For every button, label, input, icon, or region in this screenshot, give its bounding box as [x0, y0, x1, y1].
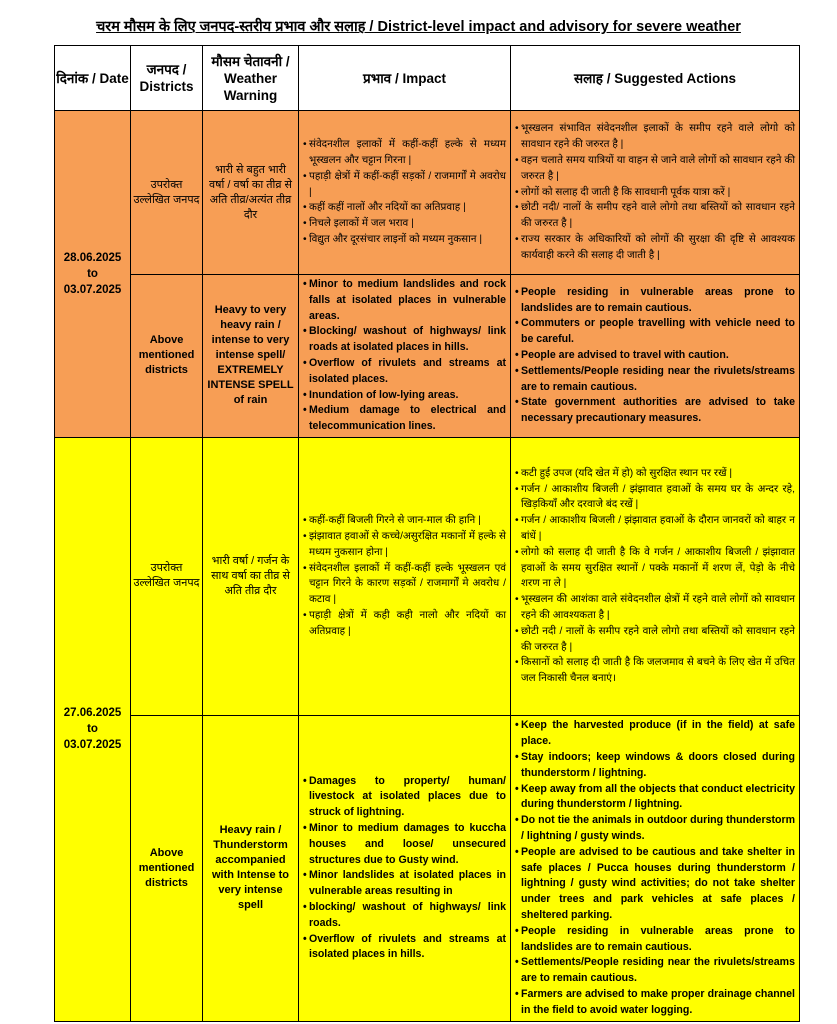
list-item: • पहाड़ी क्षेत्रों में कही कही नालो और नदियों का अतिप्रवाह |	[303, 608, 506, 640]
list-item: • भूस्खलन संभावित संवेदनशील इलाकों के समीप रहने वाले लोगो को सावधान रहने की जरुरत है |	[515, 121, 795, 153]
list-item: • blocking/ washout of highways/ link roads.	[303, 900, 506, 932]
warning-cell: भारी वर्षा / गर्जन के साथ वर्षा का तीव्र से अति तीव्र दौर	[203, 437, 299, 715]
list-item: • वहन चलाते समय यात्रियों या वाहन से जाने वाले लोगों को सावधान रहने की जरुरत है |	[515, 153, 795, 185]
advisory-table	[54, 45, 800, 1022]
header-districts: जनपद / Districts	[131, 46, 203, 111]
list-item: • किसानों को सलाह दी जाती है कि जलजमाव से बचने के लिए खेत में उचित जल निकासी चैनल बनाएं।	[515, 655, 795, 687]
list-item: • Keep the harvested produce (if in the field) at safe place.	[515, 718, 795, 750]
district-cell: उपरोक्त उल्लेखित जनपद	[131, 437, 203, 715]
list-item: • Settlements/People residing near the rivulets/streams are to remain cautious.	[515, 364, 795, 396]
impact-cell	[299, 111, 511, 275]
list-item: • कहीं-कहीं बिजली गिरने से जान-माल की हानि |	[303, 513, 506, 529]
list-item: • राज्य सरकार के अधिकारियों को लोगों की सुरक्षा की दृष्टि से आवश्यक कार्यवाही करने की सलाह दी जाती है |	[515, 232, 795, 264]
list-item: • Do not tie the animals in outdoor during thunderstorm / lightning / gusty winds.	[515, 813, 795, 845]
warning-cell: भारी से बहुत भारी वर्षा / वर्षा का तीव्र से अति तीव्र/अत्यंत तीव्र दौर	[203, 111, 299, 275]
list-item: • संवेदनशील इलाकों में कहीं-कहीं हल्के से मध्यम भूस्खलन और चट्टान गिरना |	[303, 137, 506, 169]
impact-cell	[299, 437, 511, 715]
list-item: • Overflow of rivulets and streams at isolated places in hills.	[303, 932, 506, 964]
list-item: • People residing in vulnerable areas prone to landslides are to remain cautious.	[515, 924, 795, 956]
list-item: • Farmers are advised to make proper drainage channel in the field to avoid water logging.	[515, 987, 795, 1019]
list-item: • भूस्खलन की आशंका वाले संवेदनशील क्षेत्रों में रहने वाले लोगों को सावधान रहने की आवश्यकता है |	[515, 592, 795, 624]
list-item: • Commuters or people travelling with vehicle need to be careful.	[515, 316, 795, 348]
list-item: • Blocking/ washout of highways/ link roads at isolated places in hills.	[303, 324, 506, 356]
list-item: • Keep away from all the objects that conduct electricity during thunderstorm / lightning.	[515, 782, 795, 814]
actions-cell	[511, 715, 800, 1021]
list-item: • झंझावात हवाओं से कच्चे/असुरक्षित मकानों में हल्के से मध्यम नुकसान होना |	[303, 529, 506, 561]
warning-cell: Heavy to very heavy rain / intense to very intense spell/ EXTREMELY INTENSE SPELL of rain	[203, 275, 299, 438]
table-row	[55, 275, 800, 438]
list-item: • Minor to medium landslides and rock falls at isolated places in vulnerable areas.	[303, 277, 506, 324]
list-item: • कटी हुई उपज (यदि खेत में हो) को सुरक्षित स्थान पर रखें |	[515, 466, 795, 482]
actions-cell	[511, 275, 800, 438]
list-item: • छोटी नदी/ नालों के समीप रहने वाले लोगो तथा बस्तियों को सावधान रहने की जरुरत है |	[515, 200, 795, 232]
district-cell: Above mentioned districts	[131, 715, 203, 1021]
list-item: • विद्युत और दूरसंचार लाइनों को मध्यम नुकसान |	[303, 232, 506, 248]
date-cell: 27.06.2025 to 03.07.2025	[55, 437, 131, 1021]
list-item: • छोटी नदी / नालों के समीप रहने वाले लोगो तथा बस्तियों को सावधान रहने की जरुरत है |	[515, 624, 795, 656]
list-item: • Minor landslides at isolated places in vulnerable areas resulting in	[303, 868, 506, 900]
header-warning: मौसम चेतावनी / Weather Warning	[203, 46, 299, 111]
list-item: • People residing in vulnerable areas prone to landslides are to remain cautious.	[515, 285, 795, 317]
list-item: • State government authorities are advised to take necessary precautionary measures.	[515, 395, 795, 427]
list-item: • गर्जन / आकाशीय बिजली / झंझावात हवाओं के दौरान जानवरों को बाहर न बांधें |	[515, 513, 795, 545]
actions-cell	[511, 111, 800, 275]
district-cell: उपरोक्त उल्लेखित जनपद	[131, 111, 203, 275]
page-title: चरम मौसम के लिए जनपद-स्तरीय प्रभाव और सलाह / District-level impact and advisory for severe weather	[96, 19, 741, 35]
list-item: • Stay indoors; keep windows & doors closed during thunderstorm / lightning.	[515, 750, 795, 782]
header-impact: प्रभाव / Impact	[299, 46, 511, 111]
header-actions: सलाह / Suggested Actions	[511, 46, 800, 111]
header-date: दिनांक / Date	[55, 46, 131, 111]
header-row	[55, 46, 800, 111]
list-item: • पहाड़ी क्षेत्रों में कहीं-कहीं सड़कों / राजमार्गों मे अवरोध |	[303, 169, 506, 201]
district-cell: Above mentioned districts	[131, 275, 203, 438]
list-item: • Damages to property/ human/ livestock at isolated places due to struck of lightning.	[303, 774, 506, 821]
list-item: • गर्जन / आकाशीय बिजली / झंझावात हवाओं के समय घर के अन्दर रहे, खिड़कियाँ और दरवाजे बंद रखें |	[515, 482, 795, 514]
list-item: • Overflow of rivulets and streams at isolated places.	[303, 356, 506, 388]
list-item: • People are advised to travel with caution.	[515, 348, 795, 364]
list-item: • संवेदनशील इलाकों में कहीं-कहीं हल्के भूस्खलन एवं चट्टान गिरने के कारण सड़कों / राजमार्गों मे अवरोध / कटाव |	[303, 561, 506, 608]
table-row	[55, 437, 800, 715]
actions-cell	[511, 437, 800, 715]
list-item: • कहीं कहीं नालों और नदियों का अतिप्रवाह |	[303, 200, 506, 216]
list-item: • लोगों को सलाह दी जाती है कि सावधानी पूर्वक यात्रा करें |	[515, 185, 795, 201]
list-item: • Minor to medium damages to kuccha houses and loose/ unsecured structures due to Gusty wind.	[303, 821, 506, 868]
list-item: • Medium damage to electrical and telecommunication lines.	[303, 403, 506, 435]
list-item: • Inundation of low-lying areas.	[303, 388, 506, 404]
list-item: • निचले इलाकों में जल भराव |	[303, 216, 506, 232]
date-cell: 28.06.2025 to 03.07.2025	[55, 111, 131, 438]
warning-cell: Heavy rain / Thunderstorm accompanied with Intense to very intense spell	[203, 715, 299, 1021]
table-row	[55, 111, 800, 275]
list-item: • लोगो को सलाह दी जाती है कि वे गर्जन / आकाशीय बिजली / झंझावात हवाओं के समय सुरक्षित स्थानों / पक्के मकानों में शरण लें, पेड़ो के नीचे शरण ना ले |	[515, 545, 795, 592]
list-item: • People are advised to be cautious and take shelter in safe places / Pucca houses during thunderstorm / lightning / gusty wind activities; do not take shelter under trees and park vehicles at safe places / sheltered parking.	[515, 845, 795, 924]
impact-cell	[299, 715, 511, 1021]
list-item: • Settlements/People residing near the rivulets/streams are to remain cautious.	[515, 955, 795, 987]
table-row	[55, 715, 800, 1021]
impact-cell	[299, 275, 511, 438]
